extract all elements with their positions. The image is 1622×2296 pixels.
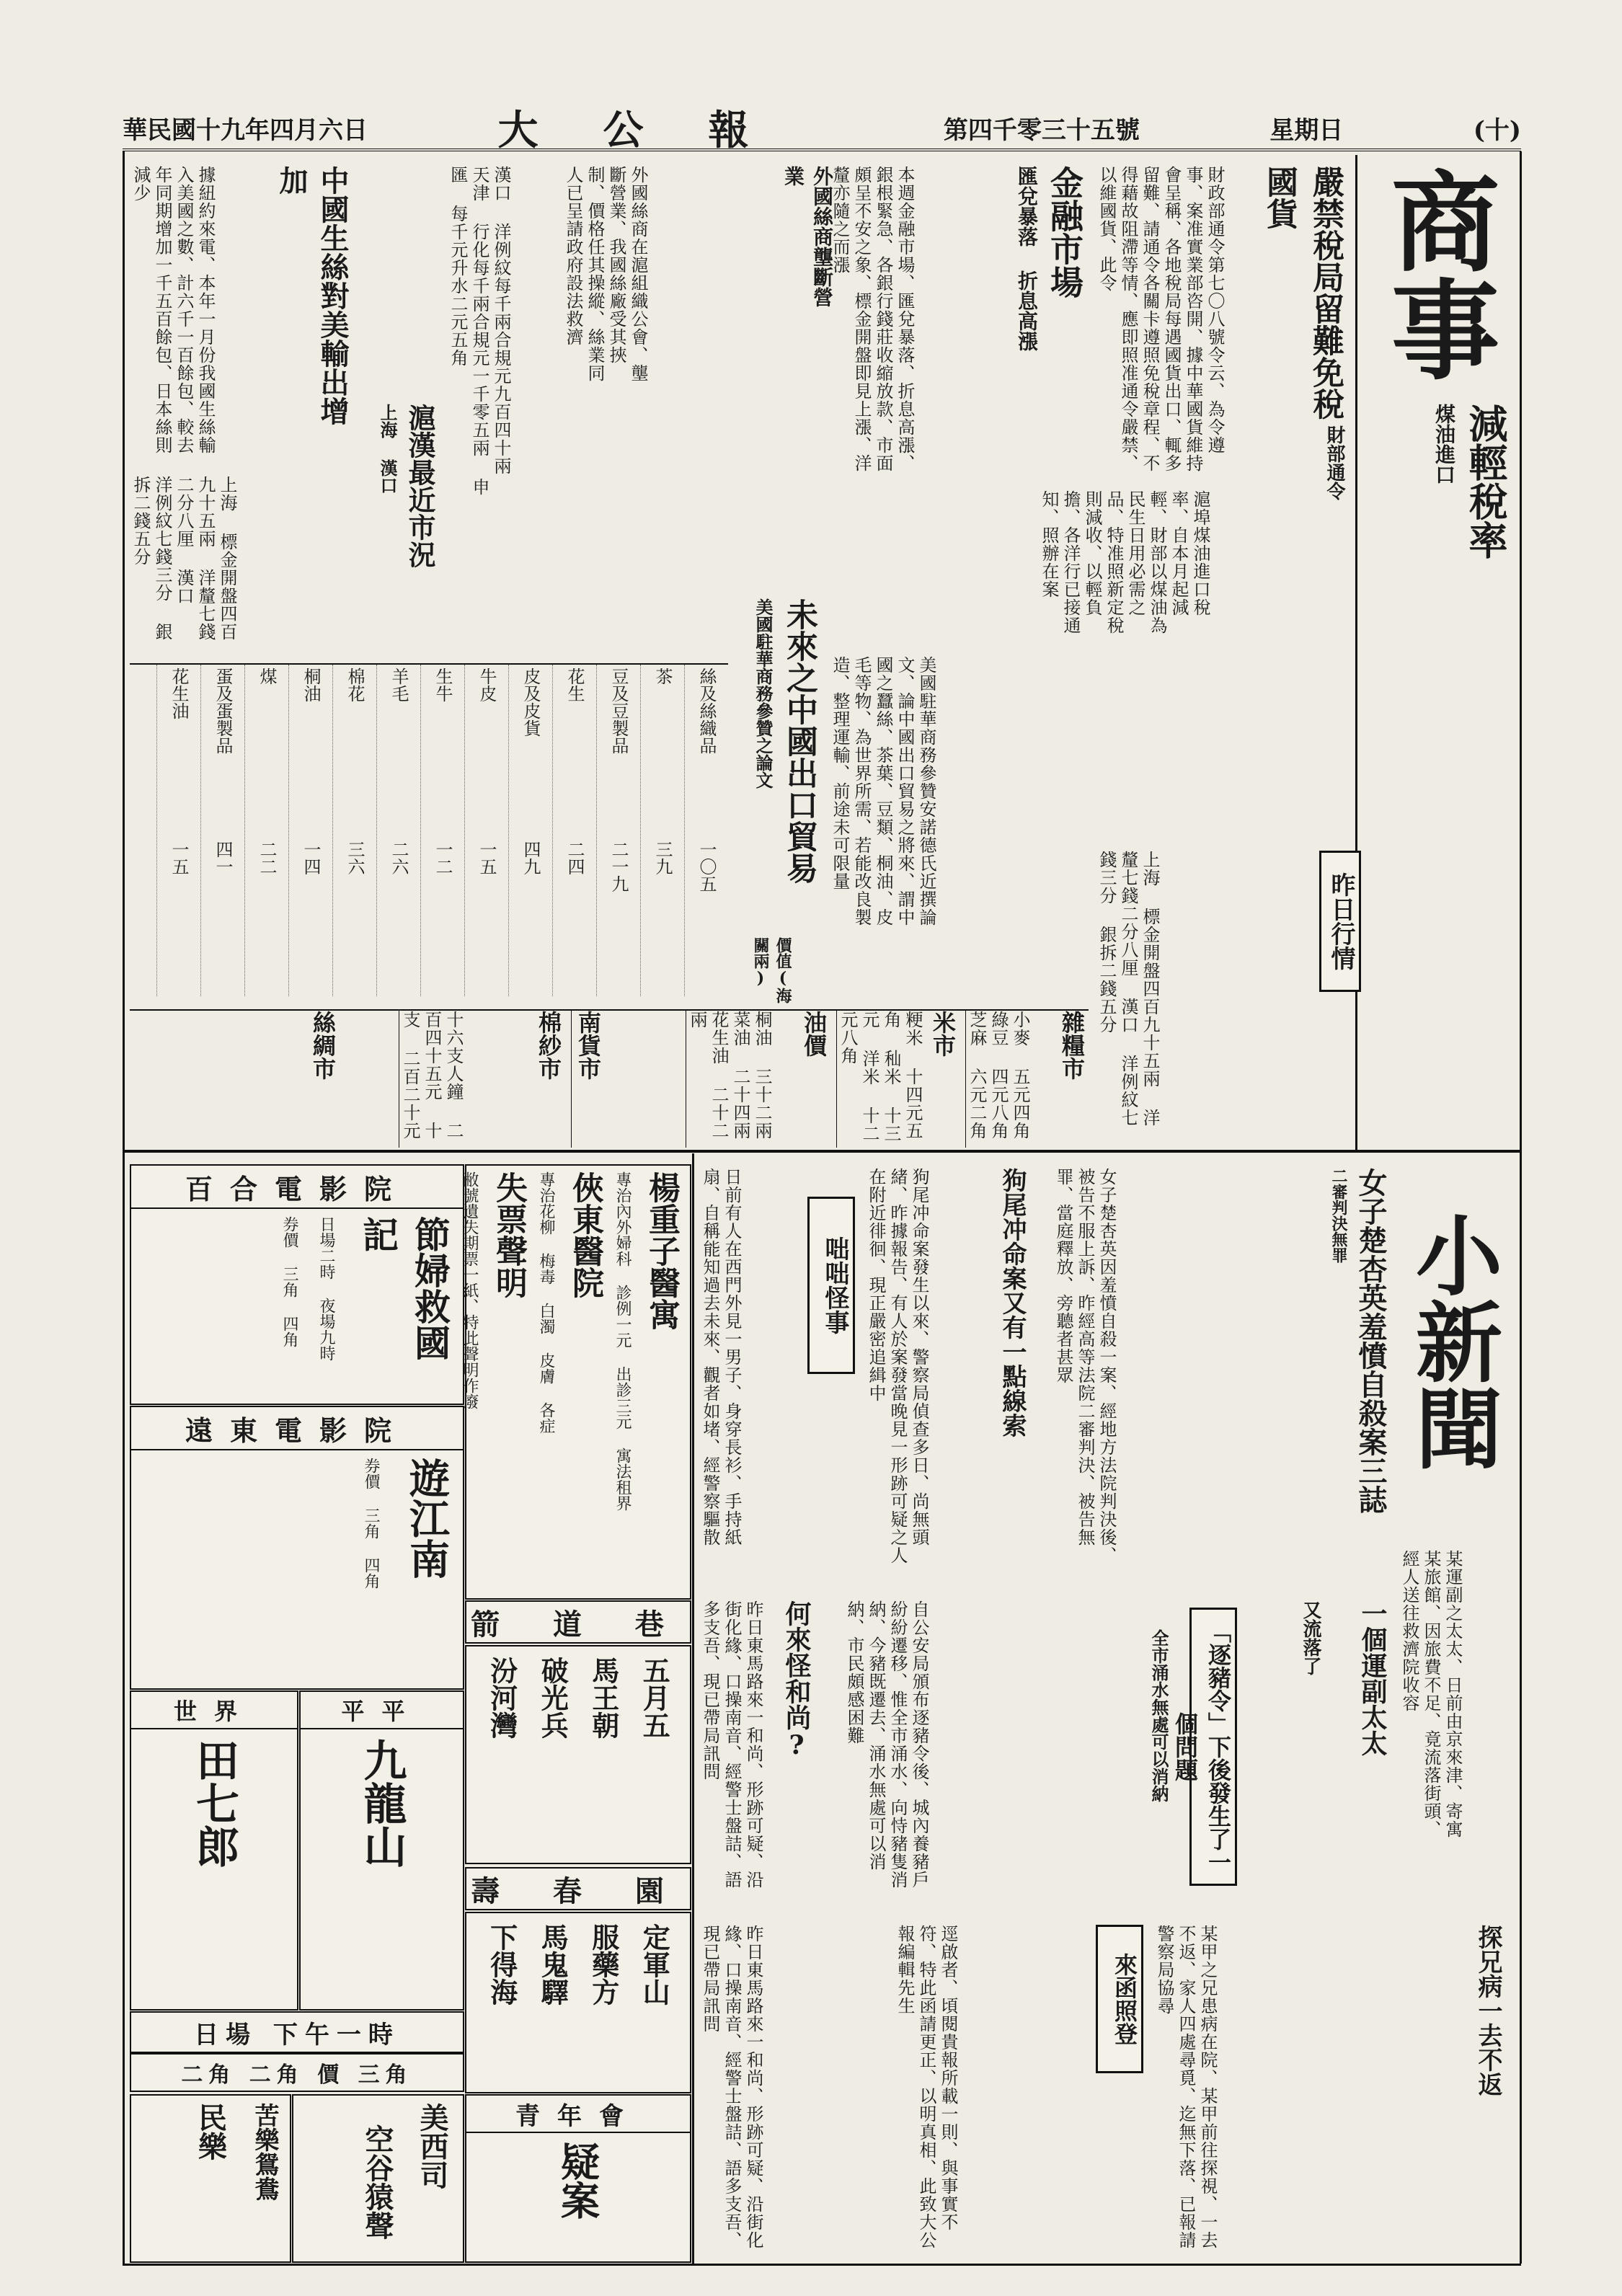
ad-banner: 箭 道 巷 — [465, 1600, 691, 1644]
headline: 金融市場 — [1045, 166, 1084, 298]
market-title: 油價 — [800, 1011, 828, 1057]
ad-show-title: 遊江南 — [403, 1458, 451, 1579]
trade-table-row — [332, 665, 376, 996]
article-text: 逕啟者、頃閱貴報所載一則、與事實不符、特此函請更正、以明真相、此致大公報編輯先生 — [895, 1925, 958, 2249]
export-table — [130, 663, 728, 996]
opera-item: 汾河灣 — [485, 1657, 518, 1739]
box-headline: 來函照登 — [1096, 1925, 1143, 2073]
trade-item: 茶 — [652, 668, 673, 685]
trade-value: 一五 — [169, 841, 189, 875]
headline: 減輕稅率 — [1463, 404, 1509, 559]
ad-show-time: 日場二時 夜場九時 — [317, 1216, 335, 1361]
trade-value: 一〇五 — [696, 841, 717, 892]
trade-table-row — [596, 665, 640, 996]
trade-item: 花生 — [564, 668, 585, 702]
notice-title: 俠東醫院 — [567, 1171, 603, 1298]
kicker: 財部通令 — [1324, 425, 1345, 500]
ad-theater-name: 遠東電影院 — [131, 1407, 463, 1450]
opera-item: 下得海 — [485, 1923, 518, 2005]
box-headline: 咄咄怪事 — [807, 1197, 855, 1374]
ad-theater — [299, 1690, 464, 2011]
ad-theater-name: 百合電影院 — [131, 1166, 463, 1209]
article-head — [1370, 404, 1514, 634]
trade-value: 一四 — [301, 841, 321, 875]
article-body — [447, 166, 548, 497]
headline: 中國生絲對美輸出增加 — [275, 166, 350, 425]
trade-table-row — [508, 665, 552, 996]
notice-text: 專治花柳 梅毒 白濁 皮膚 各症 — [537, 1171, 555, 1434]
article-head — [779, 166, 834, 310]
subheadline: 美國駐華商務參贊之論文 — [753, 598, 774, 789]
article-subhead — [1146, 1629, 1182, 1889]
article-head — [779, 1600, 829, 1860]
trade-value: 二六 — [389, 841, 409, 875]
ad-banner: 二角 二角 價 三角 — [130, 2053, 464, 2092]
trade-item: 桐油 — [301, 668, 321, 702]
article-body — [699, 1925, 887, 2256]
ad-show-title: 九龍山 — [356, 1738, 407, 1868]
ad-show-price: 券價 三角 四角 — [362, 1458, 380, 1589]
article-body — [562, 166, 771, 382]
market-text: 上海 標金開盤四百九十五兩 洋釐七錢二分八厘 漢口 洋例紋七錢三分 銀拆二錢五分 — [1096, 851, 1160, 1127]
article-body — [130, 476, 353, 642]
headline: 滬漢最近市況 — [404, 404, 436, 568]
ad-show-title: 節婦救國記 — [357, 1216, 451, 1360]
opera-item: 破光兵 — [536, 1657, 570, 1739]
headline: 何來怪和尚? — [781, 1600, 812, 1760]
masthead-issue: 第四千零三十五號 — [943, 115, 1140, 145]
divider-horizontal — [123, 1150, 1521, 1153]
article-text: 美國駐華商務參贊安諾德氏近撰論文、論中國出口貿易之將來、謂中國之蠶絲、茶葉、豆類、桐油、皮毛等物、為世界所需、若能改良製造、整理運輸、前途未可限量 — [830, 656, 936, 926]
trade-item: 花生油 — [169, 668, 189, 719]
notice-title: 楊重子醫寓 — [643, 1171, 680, 1330]
ad-show-title: 苦樂鴛鴦 — [250, 2103, 279, 2201]
subheadline: 二審判決無罪 — [1329, 1168, 1348, 1263]
market-text: 粳米 十四元五角 秈米 十三元 洋米 十二元八角 — [838, 1011, 923, 1143]
article-body — [829, 656, 1089, 930]
ad-theater — [130, 2094, 291, 2263]
trade-value: 三九 — [652, 841, 673, 875]
headline: 探兄病一去不返 — [1473, 1925, 1502, 2096]
notice-text: 專治內外婦科 診例一元 出診三元 寓法租界 — [613, 1171, 631, 1511]
article-text: 外國絲商在滬組織公會、壟斷營業、我國絲廠受其挾制、價格任其操縱、絲業同人已呈請政府設法救濟 — [563, 166, 648, 382]
masthead-page: (十) — [1473, 115, 1521, 145]
article-body — [843, 1600, 1139, 1903]
article-body — [1052, 1168, 1305, 1572]
subheadline: 上海 漢口 — [377, 404, 398, 494]
trade-item: 羊毛 — [389, 668, 409, 702]
page-border-bottom — [123, 2264, 1521, 2266]
markets-row — [130, 1009, 1089, 1148]
trade-value: 四九 — [520, 841, 541, 875]
ad-show-price: 券價 三角 四角 — [280, 1216, 298, 1347]
trade-item: 生牛 — [433, 668, 453, 702]
article-text: 漢口 洋例紋每千兩合規元九百四十兩 天津 行化每千兩合規元一千零五兩 申匯 每千元升水二元五角 — [448, 166, 511, 496]
article-head — [1312, 1168, 1391, 1572]
headline: 女子楚杏英羞憤自殺案三誌 — [1354, 1168, 1388, 1514]
market-rice — [836, 1011, 960, 1148]
opera-item: 服藥方 — [587, 1923, 620, 2005]
ad-theater — [130, 1164, 464, 1405]
trade-table-row — [640, 665, 684, 996]
market-title: 絲綢市 — [309, 1011, 337, 1080]
article-text: 滬埠煤油進口稅率、自本月起減輕、財部以煤油為民生日用必需之品、特准照新定稅則減收、以輕負擔、各洋行已接通知、照辦在案 — [1039, 490, 1210, 634]
article-body — [865, 1168, 988, 1572]
article-head — [735, 598, 822, 937]
ad-theater-name: 世界 — [131, 1692, 297, 1729]
trade-table-row — [420, 665, 464, 996]
opera-item: 馬鬼驛 — [536, 1923, 570, 2005]
article-text: 上海 標金開盤四百九十五兩 洋釐七錢二分八厘 漢口 洋例紋七錢三分 銀拆二錢五分 — [130, 476, 237, 641]
section-title-business: 商事 — [1373, 166, 1499, 382]
article-body — [1153, 1925, 1463, 2256]
article-body — [699, 1600, 771, 1903]
table-caption — [750, 937, 793, 1009]
ad-banner: 壽 春 園 — [465, 1867, 691, 1910]
trade-table-row — [200, 665, 244, 996]
ad-banner: 日場 下午一時 — [130, 2011, 464, 2053]
ad-show-title: 空谷猿聲 — [360, 2124, 394, 2240]
article-head — [995, 1168, 1045, 1514]
ad-theater-name: 民樂 — [193, 2103, 228, 2160]
article-head — [274, 166, 353, 425]
article-body — [699, 1168, 800, 1572]
headline: 外國絲商壟斷營業 — [781, 166, 834, 307]
notice-title: 失票聲明 — [490, 1171, 527, 1298]
notice-text: 敝號遺失期票一紙、特此聲明作廢 — [461, 1171, 479, 1409]
trade-table-row — [464, 665, 508, 996]
ad-theater-name: 平平 — [301, 1692, 463, 1729]
ad-notices — [461, 1164, 691, 1600]
article-head — [360, 404, 440, 678]
ad-opera — [465, 1645, 691, 1864]
trade-value: 二一九 — [608, 841, 629, 892]
headline: 狗尾冲命案又有一點線索 — [998, 1168, 1027, 1437]
kicker: 煤油進口 — [1432, 404, 1456, 484]
headline: 嚴禁稅局留難免稅國貨 — [1261, 166, 1344, 420]
trade-item: 煤 — [257, 668, 277, 685]
market-title: 米市 — [929, 1011, 957, 1057]
ad-theater — [130, 1690, 298, 2011]
article-body — [829, 166, 952, 476]
trade-table-row — [156, 665, 200, 996]
article-text: 某甲之兄患病在院、某甲前往探視、一去不返、家人四處尋覓、迄無下落、已報請警察局協尋 — [1154, 1925, 1218, 2249]
headline: 未來之中國出口貿易 — [781, 598, 817, 884]
market-box-title: 昨日行情 — [1319, 851, 1361, 992]
table-title: 價值(海關兩) — [751, 937, 792, 1003]
article-body — [894, 1925, 1089, 2256]
article-head — [1341, 1600, 1391, 1903]
trade-table-row — [552, 665, 596, 996]
market-text: 十六支人鐘 二百四十五元 十支 二百二十元 — [400, 1011, 464, 1140]
trade-value: 一五 — [477, 841, 497, 875]
article-body — [130, 166, 267, 454]
subheadline: 又流落了 — [1300, 1600, 1321, 1675]
masthead-weekday: 星期日 — [1269, 115, 1344, 145]
article-text: 日前有人在西門外見一男子、身穿長衫、手持紙扇、自稱能知過去未來、觀者如堵、經警察驅散 — [700, 1168, 742, 1546]
market-silk — [306, 1011, 393, 1148]
article-head — [1471, 1925, 1514, 2184]
ad-theater-name: 美西司 — [415, 2103, 449, 2189]
article-subhead — [1298, 1600, 1334, 1745]
trade-table-row — [288, 665, 332, 996]
article-text: 據紐約來電、本年一月份我國生絲輸入美國之數、計六千一百餘包、較去年同期增加一千五百餘包、日本絲則減少 — [130, 166, 216, 454]
opera-item: 定軍山 — [638, 1923, 671, 2005]
trade-item: 蛋及蛋製品 — [213, 668, 233, 754]
ad-theater — [130, 1406, 464, 1690]
article-text: 財政部通令第七〇八號令云、為令遵事、案准實業部咨開、據中華國貨維持會呈稱、各地稅局每遇國貨出口、輒多留難、請通令各關卡遵照免稅章程、不得藉故阻滯等情、應即照准通令嚴禁、以維國貨、此令 — [1096, 166, 1225, 472]
market-grain — [965, 1011, 1089, 1148]
article-text: 狗尾冲命案發生以來、警察局偵查多日、尚無頭緒、昨據報告、有人於案發當晚見一形跡可疑之人在附近徘徊、現正嚴密追緝中 — [866, 1168, 929, 1564]
market-text: 桐油 三十二兩 菜油 二十四兩 花生油 二十二兩 — [687, 1011, 772, 1140]
ad-theater — [292, 2094, 464, 2263]
market-cotton — [399, 1011, 565, 1148]
article-text: 本週金融市場、匯兌暴落、折息高漲、銀根緊急、各銀行錢莊收縮放款、市面頗呈不安之象、標金開盤即見上漲、洋釐亦隨之而漲 — [830, 166, 915, 472]
subheadline: 全市涌水無處可以消納 — [1148, 1629, 1169, 1802]
opera-item: 馬王朝 — [587, 1657, 620, 1739]
article-text: 昨日東馬路來一和尚、形跡可疑、沿街化緣、口操南音、經警士盤詰、語多支吾、現已帶局訊問 — [700, 1600, 763, 1889]
page-border-left — [123, 151, 125, 2264]
divider-vertical — [1355, 155, 1357, 1150]
ad-opera — [465, 1912, 691, 2093]
masthead-date: 華民國十九年四月六日 — [123, 115, 368, 145]
article-body — [1096, 166, 1236, 476]
article-head — [959, 166, 1089, 476]
article-text: 某運副之太太、日前由京來津、寄寓某旅館、因旅費不足、竟流落街頭、經人送往救濟院收容 — [1399, 1550, 1463, 1838]
trade-value: 二四 — [564, 841, 585, 875]
ad-show-title: 田七郎 — [189, 1738, 239, 1868]
section-title-news: 小新聞 — [1401, 1211, 1503, 1471]
trade-value: 三六 — [345, 841, 365, 875]
trade-item: 絲及絲織品 — [696, 668, 717, 754]
trade-value: 四一 — [213, 841, 233, 875]
market-title: 雜糧市 — [1058, 1011, 1086, 1080]
article-text: 自公安局頒布逐豬令後、城內養豬戶紛紛遷移、惟全市涌水、向恃豬隻消納、今豬既遷去、涌水無處可以消納、市民頗感困難 — [844, 1600, 929, 1889]
market-oil — [686, 1011, 830, 1148]
ad-show-title: 疑案 — [554, 2142, 601, 2220]
trade-table-row — [684, 665, 728, 996]
trade-item: 皮及皮貨 — [520, 668, 541, 737]
divider-vertical — [692, 1153, 694, 2264]
article-text: 女子楚杏英因羞憤自殺一案、經地方法院判決後、被告不服上訴、昨經高等法院二審判決、被告無罪、當庭釋放、旁聽者甚眾 — [1053, 1168, 1117, 1564]
market-prices — [1096, 851, 1312, 1132]
box-headline: 「逐豬令」下後發生了一個問題 — [1189, 1608, 1237, 1886]
opera-item: 五月五 — [638, 1657, 671, 1739]
trade-item: 牛皮 — [477, 668, 497, 702]
ad-theater — [465, 2094, 691, 2263]
trade-table-row — [376, 665, 420, 996]
article-head — [1240, 166, 1348, 500]
market-piece — [571, 1011, 680, 1148]
trade-item: 豆及豆製品 — [608, 668, 629, 754]
ad-theater-name: 青年會 — [466, 2096, 690, 2133]
article-body — [1038, 490, 1355, 649]
market-text: 小麥 五元四角 綠豆 四元八角 芝麻 六元二角 — [967, 1011, 1030, 1140]
masthead-title: 大公報 — [497, 107, 814, 154]
market-title: 棉紗市 — [535, 1011, 562, 1080]
article-text: 昨日東馬路來一和尚、形跡可疑、沿街化緣、口操南音、經警士盤詰、語多支吾、現已帶局訊問 — [700, 1925, 763, 2249]
article-body — [1399, 1550, 1514, 1838]
market-title: 南貨市 — [575, 1011, 602, 1080]
masthead — [123, 107, 1521, 154]
trade-value: 一二 — [433, 841, 453, 875]
headline: 一個運副太太 — [1357, 1600, 1388, 1756]
page-border-right — [1520, 151, 1522, 2264]
subheadline: 匯兌暴落 折息高漲 — [1015, 166, 1039, 351]
trade-item: 棉花 — [345, 668, 365, 702]
trade-value: 二二 — [257, 841, 277, 875]
trade-table-row — [244, 665, 288, 996]
